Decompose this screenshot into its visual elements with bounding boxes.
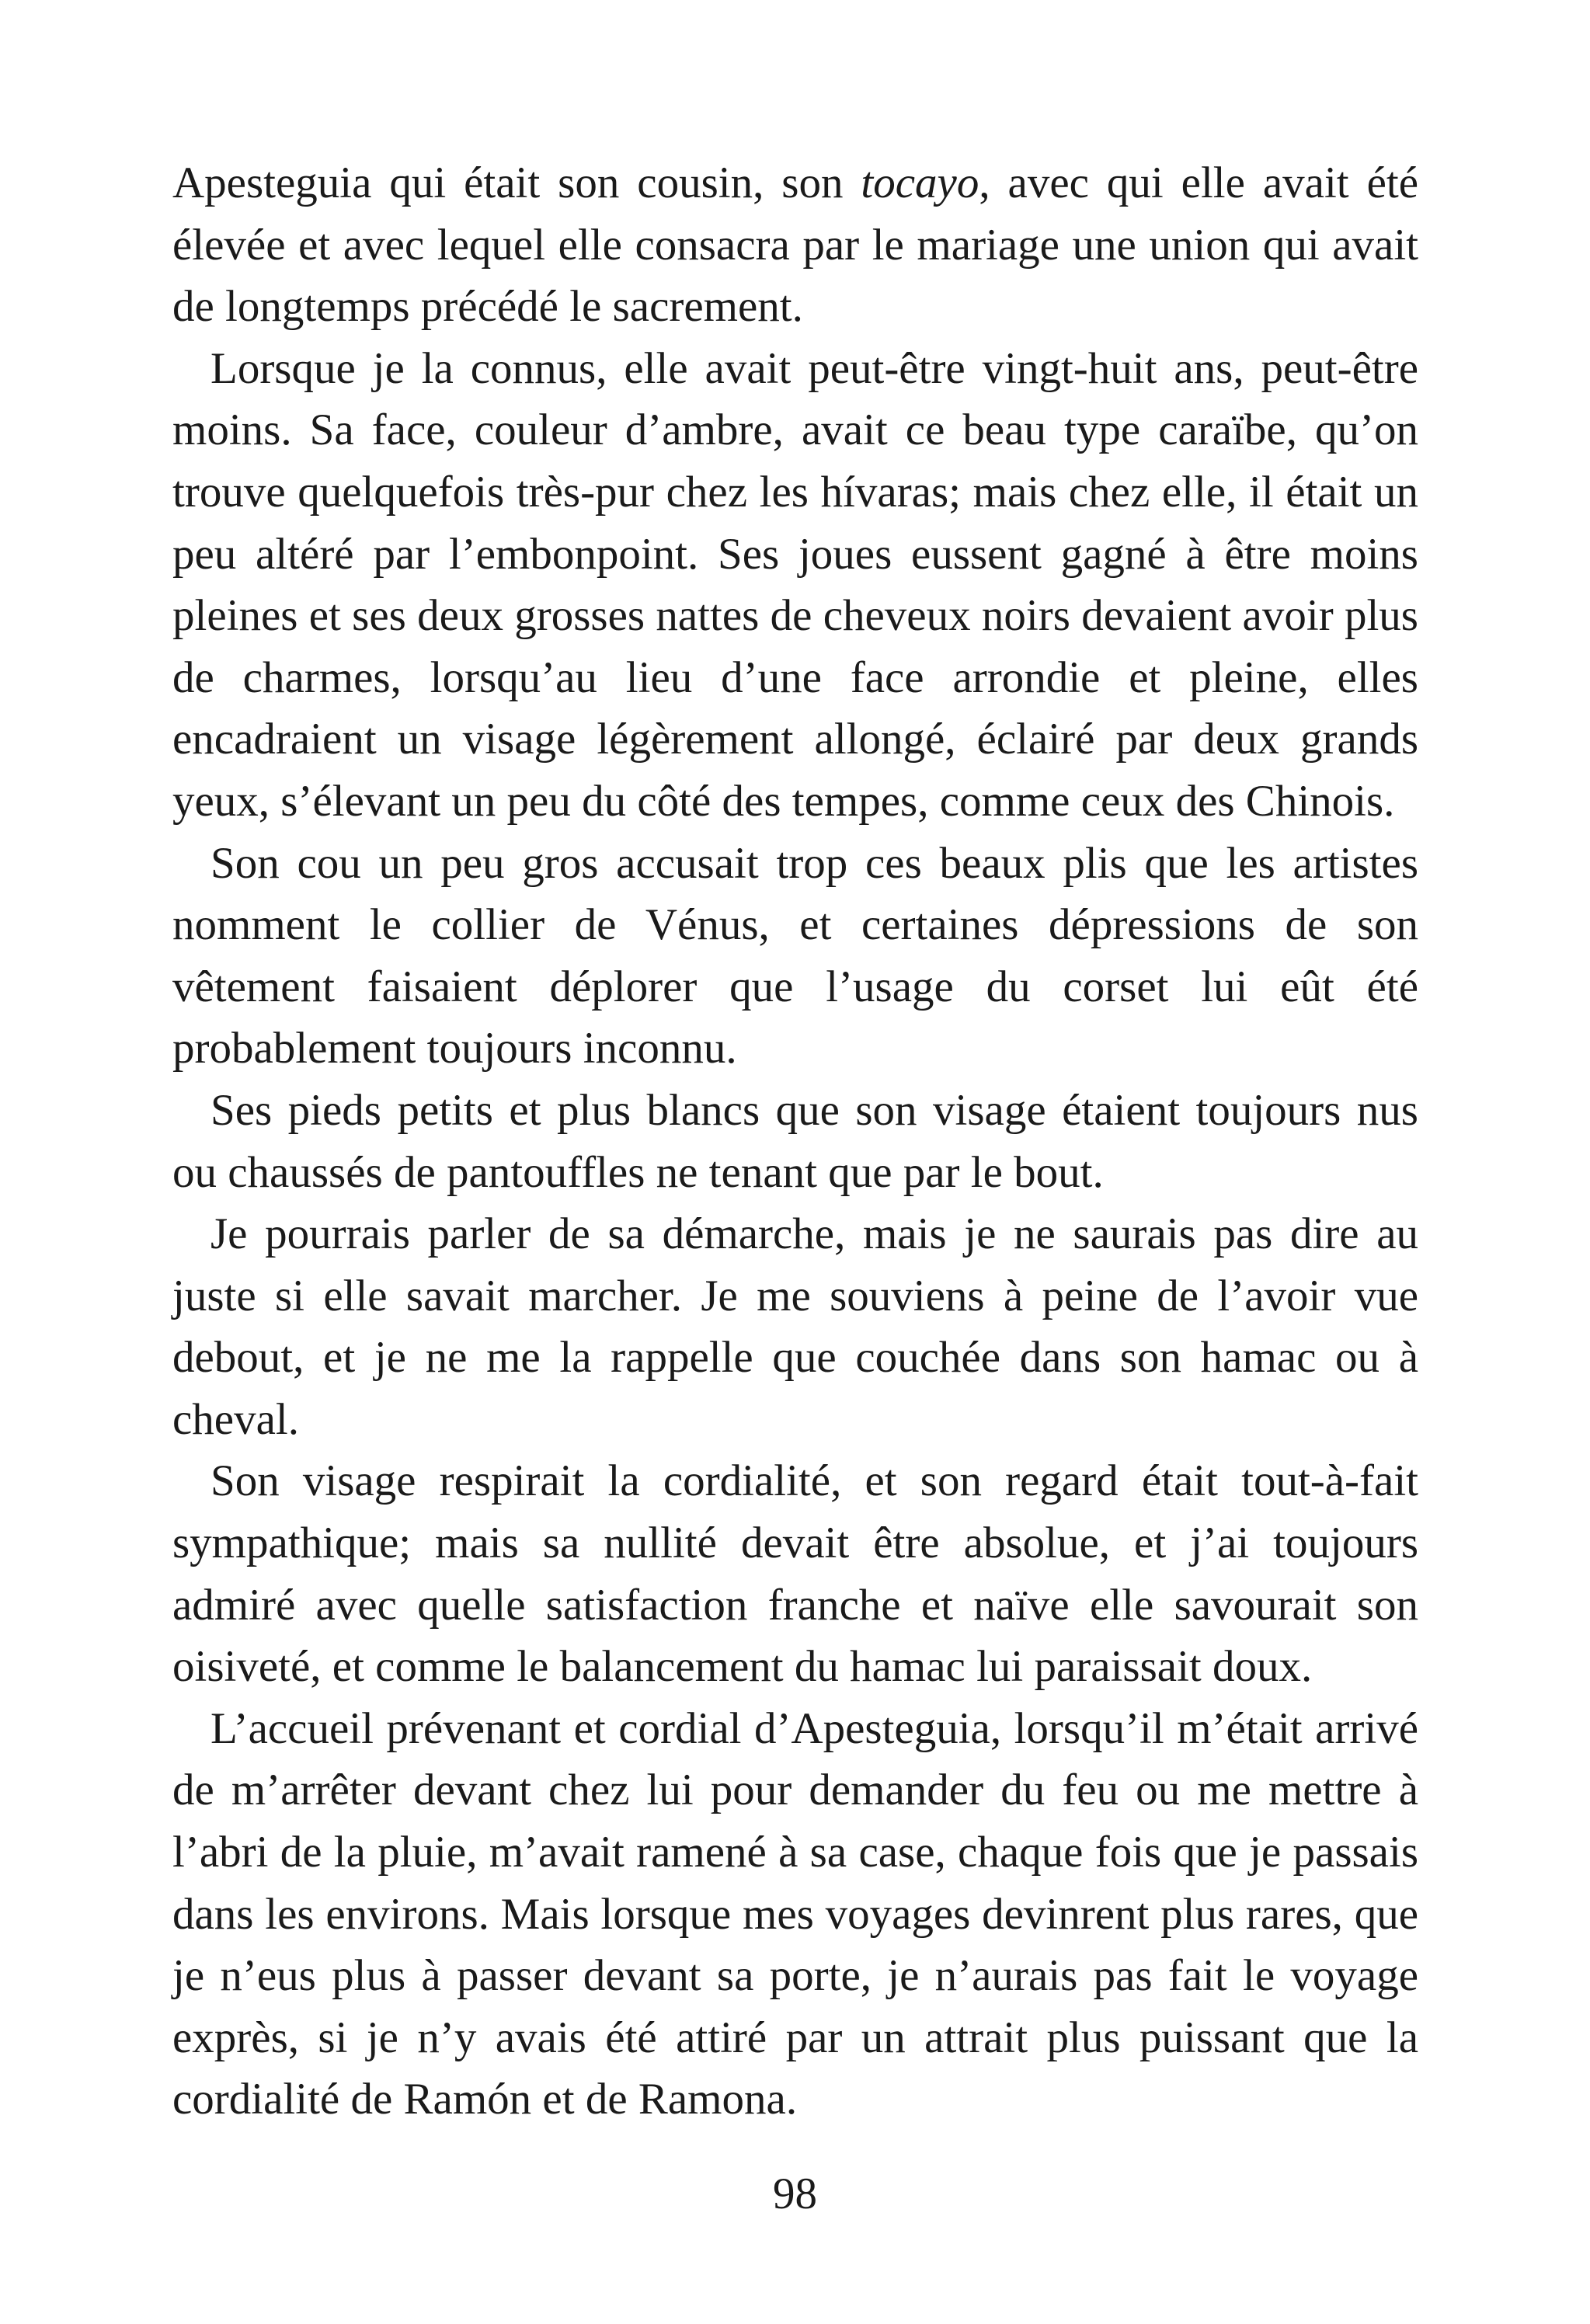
paragraph-1 [172, 152, 1418, 338]
italic-word: tocayo [861, 158, 979, 207]
paragraph-7: L’accueil prévenant et cordial d’Apesteguia, lorsqu’il m’était arrivé de m’arrêter devant chez lui pour demander du feu ou me mettre à l’abri de la pluie, m’avait ramené à sa case, chaque fois que je passais dans les environs. Mais lorsque mes voyages devinrent plus rares, que je n’eus plus à passer devant sa porte, je n’aurais pas fait le voyage exprès, si je n’y avais été attiré par un attrait plus puissant que la cordialité de Ramón et de Ramona. [172, 1703, 1418, 2124]
body-text [172, 152, 1418, 2131]
paragraph-2: Lorsque je la connus, elle avait peut-être vingt-huit ans, peut-être moins. Sa face, couleur d’ambre, avait ce beau type caraïbe, qu’on trouve quelquefois très-pur chez les hívaras; mais chez elle, il était un peu altéré par l’embonpoint. Ses joues eussent gagné à être moins pleines et ses deux grosses nattes de cheveux noirs devaient avoir plus de charmes, lorsqu’au lieu d’une face arrondie et pleine, elles encadraient un visage légèrement allongé, éclairé par deux grands yeux, s’élevant un peu du côté des tempes, comme ceux des Chinois. [172, 343, 1418, 826]
paragraph-3: Son cou un peu gros accusait trop ces beaux plis que les artistes nomment le collier de Vénus, et certaines dépressions de son vêtement faisaient déplorer que l’usage du corset lui eût été probablement toujours inconnu. [172, 838, 1418, 1073]
paragraph-1-end: , avec qui elle avait été élevée et avec lequel elle consacra par le mariage une union qui avait de longtemps précédé le sacrement. [172, 158, 1419, 332]
paragraph-4: Ses pieds petits et plus blancs que son visage étaient toujours nus ou chaussés de pantouffles ne tenant que par le bout. [172, 1085, 1418, 1197]
paragraph-6: Son visage respirait la cordialité, et son regard était tout-à-fait sympathique; mais sa nullité devait être absolue, et j’ai toujours admiré avec quelle satisfaction franche et naïve elle savourait son oisiveté, et comme le balancement du hamac lui paraissait doux. [172, 1456, 1418, 1692]
paragraph-1-start: Apesteguia qui était son cousin, son [172, 158, 861, 207]
page-number: 98 [773, 2169, 817, 2218]
paragraph-5: Je pourrais parler de sa démarche, mais je ne saurais pas dire au juste si elle savait marcher. Je me souviens à peine de l’avoir vue debout, et je ne me la rappelle que couchée dans son hamac ou à cheval. [172, 1209, 1418, 1444]
